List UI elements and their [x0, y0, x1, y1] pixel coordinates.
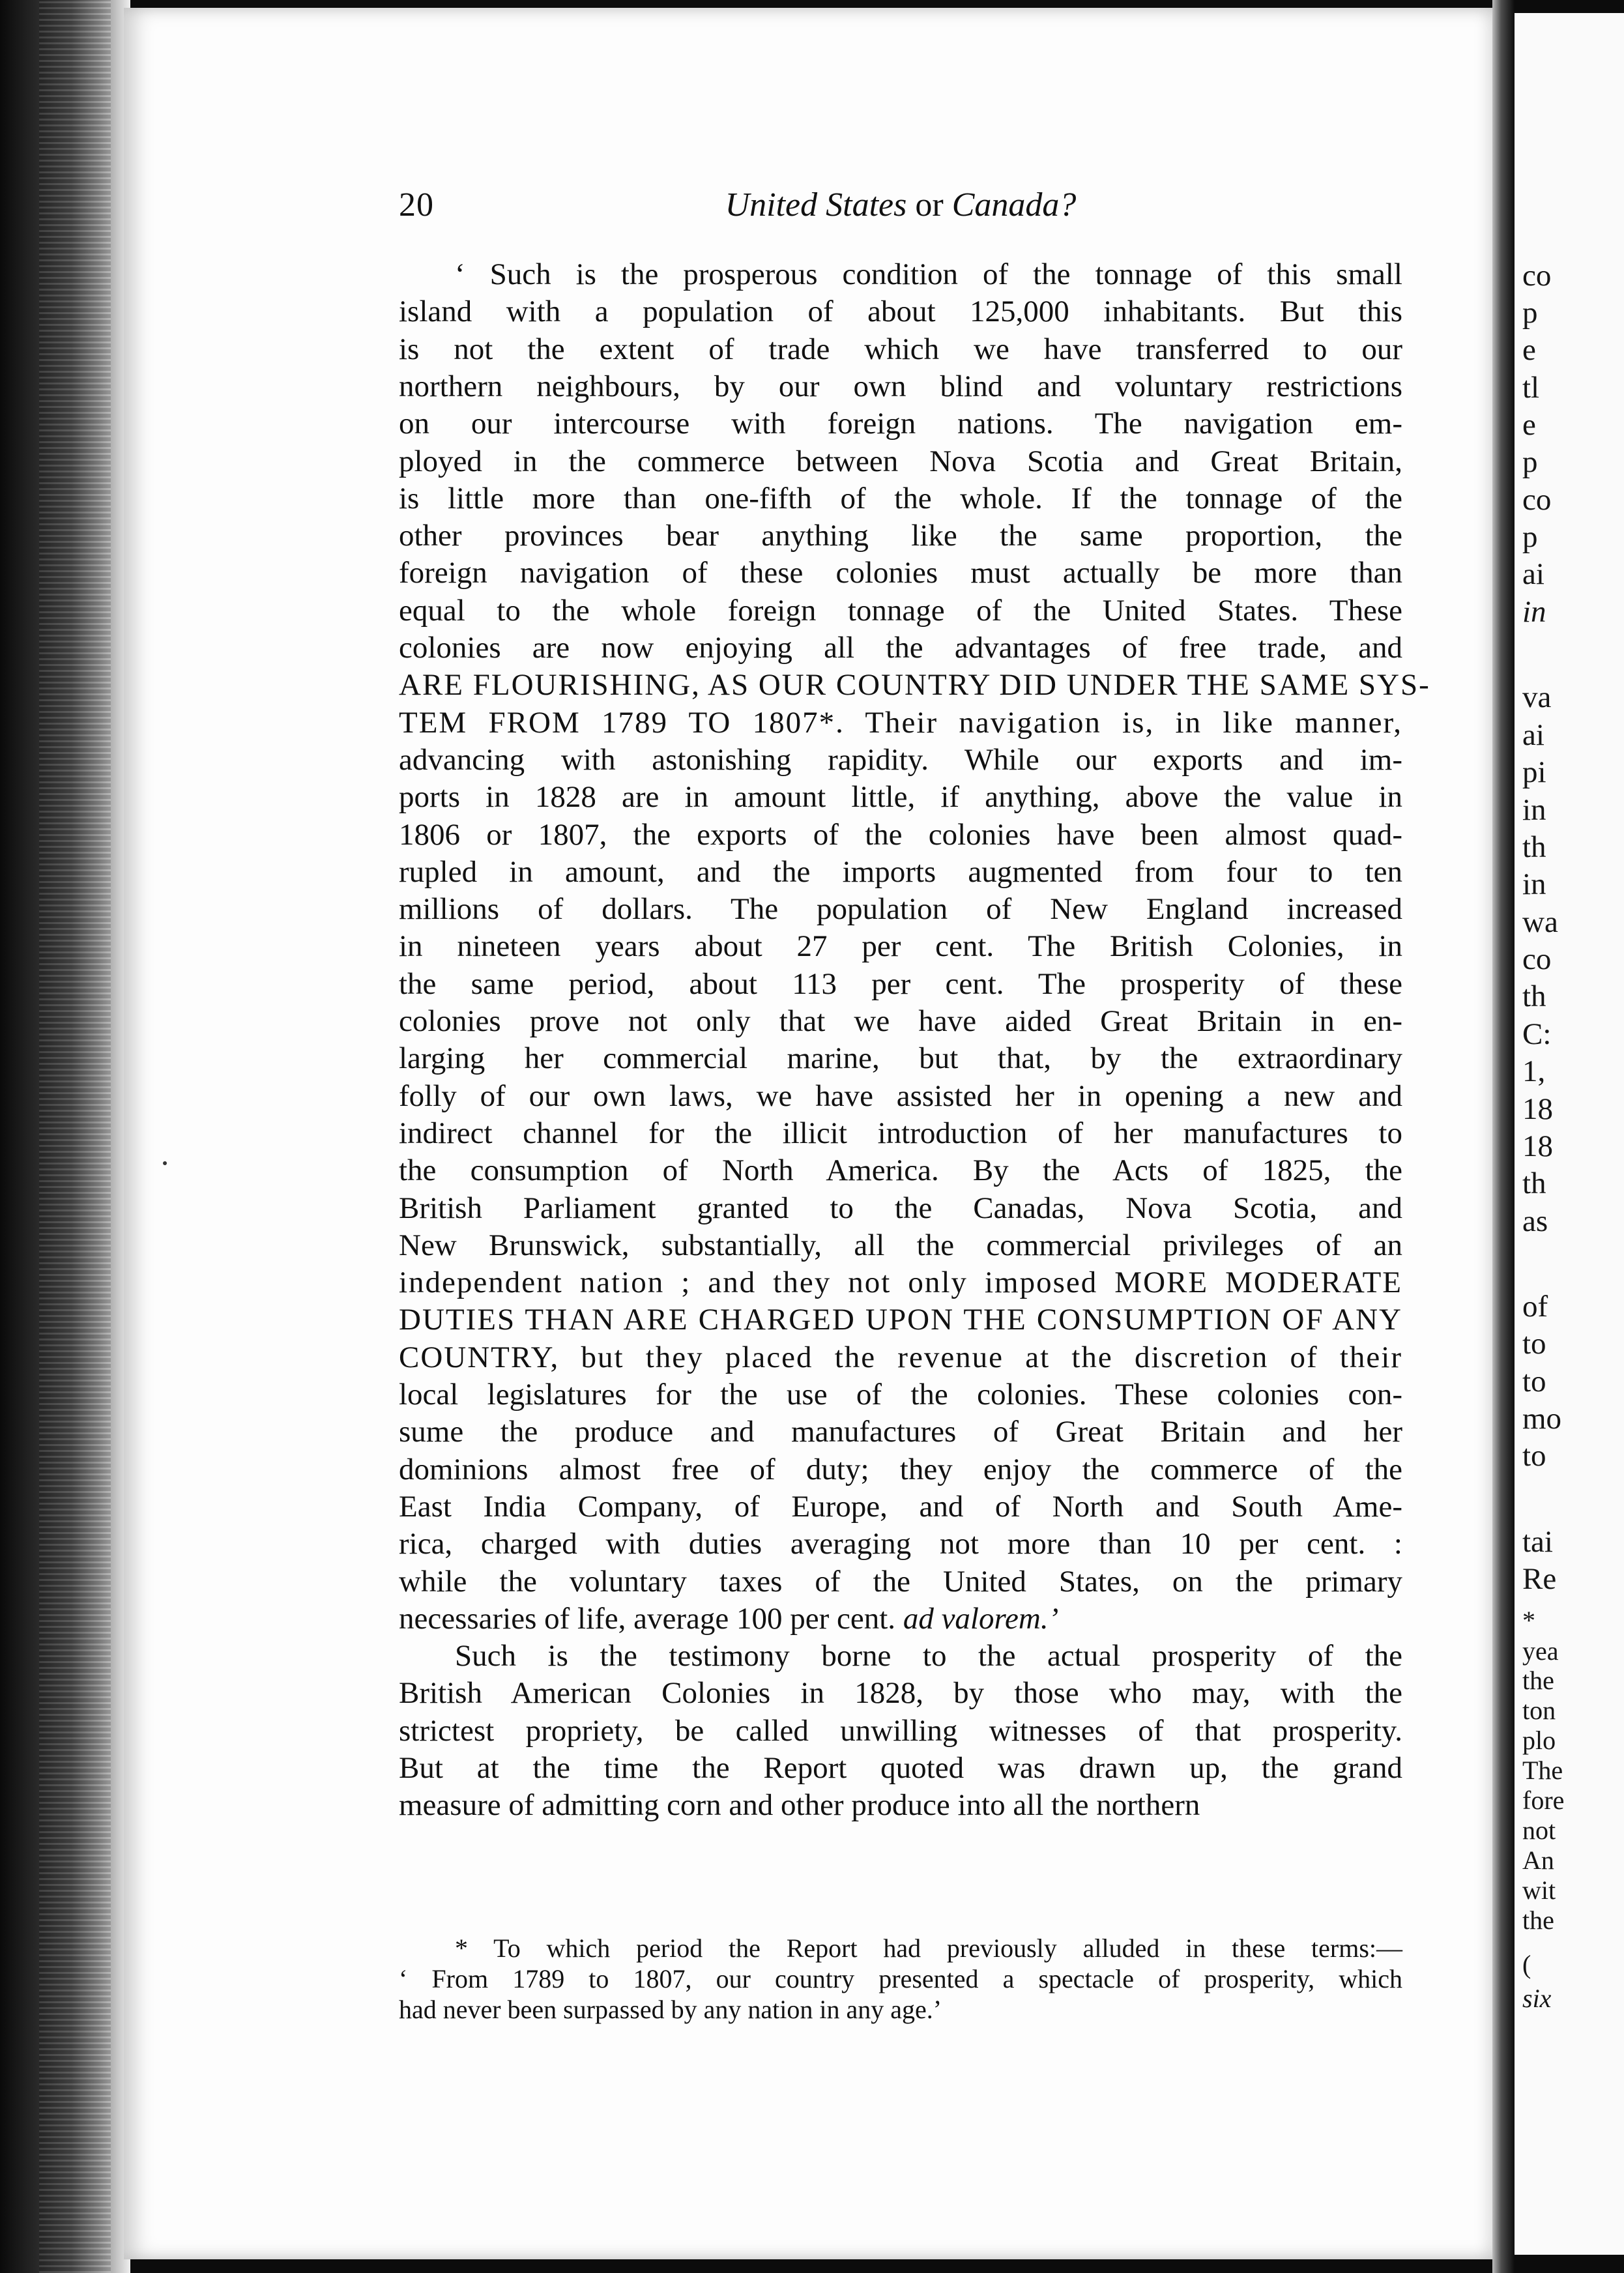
facing-page-fragment: The: [1522, 1756, 1563, 1785]
facing-page-fragment: not: [1522, 1816, 1556, 1845]
facing-page-fragment: e: [1522, 333, 1536, 367]
text-line: East India Company, of Europe, and of North and South Ame-: [399, 1489, 1402, 1524]
facing-page-fragment: ai: [1522, 718, 1544, 752]
text-line: colonies are now enjoying all the advantages of free trade, and: [399, 631, 1402, 665]
facing-page-fragment: p: [1522, 520, 1538, 554]
facing-page-fragment: as: [1522, 1204, 1548, 1238]
text-line: strictest propriety, be called unwilling witnesses of that prosperity.: [399, 1713, 1402, 1748]
facing-page-fragment: six: [1522, 1984, 1552, 2013]
text-line: COUNTRY, but they placed the revenue at the discretion of their: [399, 1340, 1402, 1374]
facing-page-edge: [1515, 13, 1624, 2255]
facing-page-fragment: of: [1522, 1290, 1548, 1324]
text-line: other provinces bear anything like the same proportion, the: [399, 519, 1402, 553]
text-line: equal to the whole foreign tonnage of the United States. These: [399, 593, 1402, 628]
text-line: British American Colonies in 1828, by those who may, with the: [399, 1676, 1402, 1711]
running-title: [399, 186, 1402, 224]
text-line: is not the extent of trade which we have transferred to our: [399, 332, 1402, 366]
text-line: while the voluntary taxes of the United States, on the primary: [399, 1564, 1402, 1599]
facing-page-fragment: ton: [1522, 1696, 1556, 1725]
running-head: [399, 186, 1402, 231]
text-line: independent nation ; and they not only imposed MORE MODERATE: [399, 1266, 1402, 1300]
facing-page-fragment: (: [1522, 1950, 1531, 1979]
facing-page-fragment: wa: [1522, 905, 1558, 939]
facing-page-fragment: th: [1522, 979, 1546, 1013]
text-line: [399, 1600, 1402, 1638]
facing-page-fragment: to: [1522, 1439, 1546, 1473]
facing-page-fragment: An: [1522, 1846, 1554, 1875]
running-title-part1: United States: [725, 186, 907, 224]
text-line: ARE FLOURISHING, AS OUR COUNTRY DID UNDER THE SAME SYS-: [399, 668, 1430, 702]
facing-page-fragment: mo: [1522, 1402, 1562, 1436]
text-line: dominions almost free of duty; they enjoy the commerce of the: [399, 1452, 1402, 1486]
facing-page-fragment: fore: [1522, 1786, 1565, 1815]
text-line: northern neighbours, by our own blind and voluntary restrictions: [399, 369, 1402, 403]
facing-page-fragment: wit: [1522, 1875, 1556, 1905]
page-number: 20: [399, 186, 434, 224]
facing-page-fragment: in: [1522, 793, 1546, 827]
footnote-line: had never been surpassed by any nation in any age.’: [399, 1995, 942, 2024]
facing-page-fragment: to: [1522, 1365, 1546, 1398]
footnote-line: * To which period the Report had previously alluded in these terms:—: [455, 1933, 1402, 1963]
text-line: ports in 1828 are in amount little, if anything, above the value in: [399, 780, 1402, 815]
running-title-part2: Canada?: [951, 186, 1077, 224]
text-line: TEM FROM 1789 TO 1807*. Their navigation is, in like manner,: [399, 705, 1402, 740]
text-line: measure of admitting corn and other produce into all the northern: [399, 1788, 1200, 1823]
text-line: the same period, about 113 per cent. The prosperity of these: [399, 966, 1402, 1001]
facing-page-fragment: plo: [1522, 1726, 1556, 1755]
facing-page-fragment: C:: [1522, 1017, 1552, 1051]
text-line: larging her commercial marine, but that, by the extraordinary: [399, 1041, 1402, 1076]
text-line: the consumption of North America. By the Acts of 1825, the: [399, 1153, 1402, 1188]
text-line: 1806 or 1807, the exports of the colonies have been almost quad-: [399, 817, 1402, 852]
text-line: advancing with astonishing rapidity. While our exports and im-: [399, 742, 1402, 777]
facing-page-fragment: co: [1522, 942, 1552, 976]
ad-valorem-italic: ad valorem.’: [903, 1601, 1059, 1636]
text-line: millions of dollars. The population of New England increased: [399, 892, 1402, 927]
page-edge-shadow: [1492, 0, 1515, 2273]
text-line: ployed in the commerce between Nova Scotia and Great Britain,: [399, 444, 1402, 478]
facing-page-fragment: yea: [1522, 1636, 1559, 1666]
text-line-content: necessaries of life, average 100 per cent.: [399, 1601, 896, 1636]
running-title-or: or: [915, 186, 944, 224]
facing-page-fragment: co: [1522, 483, 1552, 517]
text-line: colonies prove not only that we have aided Great Britain in en-: [399, 1004, 1402, 1038]
facing-page-fragment: 18: [1522, 1092, 1553, 1126]
book-spine-gutter: [0, 0, 130, 2273]
text-line: local legislatures for the use of the colonies. These colonies con-: [399, 1378, 1402, 1412]
facing-page-fragment: tl: [1522, 371, 1540, 405]
facing-page-fragment: th: [1522, 830, 1546, 864]
text-line: rica, charged with duties averaging not more than 10 per cent. :: [399, 1527, 1402, 1561]
text-line: DUTIES THAN ARE CHARGED UPON THE CONSUMPTION OF ANY: [399, 1303, 1402, 1337]
facing-page-fragment: 18: [1522, 1129, 1553, 1163]
facing-page-fragment: e: [1522, 408, 1536, 442]
facing-page-fragment: va: [1522, 680, 1552, 714]
text-line: British Parliament granted to the Canadas, Nova Scotia, and: [399, 1191, 1402, 1225]
facing-page-fragment: th: [1522, 1166, 1546, 1200]
text-line: But at the time the Report quoted was drawn up, the grand: [399, 1751, 1402, 1785]
footnote-line: ‘ From 1789 to 1807, our country presented a spectacle of prosperity, which: [399, 1964, 1402, 1993]
text-line: rupled in amount, and the imports augmented from four to ten: [399, 854, 1402, 889]
facing-page-fragment: co: [1522, 259, 1552, 293]
text-line: folly of our own laws, we have assisted her in opening a new and: [399, 1079, 1402, 1113]
text-line: on our intercourse with foreign nations. The navigation em-: [399, 407, 1402, 441]
text-line: sume the produce and manufactures of Great Britain and her: [399, 1415, 1402, 1449]
facing-page-fragment: p: [1522, 296, 1538, 330]
text-line: New Brunswick, substantially, all the commercial privileges of an: [399, 1228, 1402, 1262]
facing-page-fragment: tai: [1522, 1525, 1553, 1559]
facing-page-fragment: in: [1522, 867, 1546, 901]
facing-page-fragment: ai: [1522, 557, 1544, 591]
text-line: island with a population of about 125,000 inhabitants. But this: [399, 295, 1402, 329]
text-line: indirect channel for the illicit introduction of her manufactures to: [399, 1116, 1402, 1150]
facing-page-fragment: p: [1522, 445, 1538, 479]
facing-page-fragment: *: [1522, 1606, 1535, 1635]
facing-page-fragment: pi: [1522, 755, 1546, 789]
facing-page-fragment: 1,: [1522, 1054, 1546, 1088]
text-line: Such is the testimony borne to the actual prosperity of the: [455, 1639, 1402, 1673]
text-line: foreign navigation of these colonies must actually be more than: [399, 556, 1402, 590]
text-line: in nineteen years about 27 per cent. The British Colonies, in: [399, 929, 1402, 964]
paper-speck: [163, 1161, 167, 1165]
facing-page-fragment: Re: [1522, 1562, 1557, 1596]
text-line: ‘ Such is the prosperous condition of the tonnage of this small: [455, 257, 1402, 291]
text-line: is little more than one-fifth of the whole. If the tonnage of the: [399, 481, 1402, 515]
facing-page-fragment: the: [1522, 1905, 1554, 1935]
facing-page-fragment: in: [1522, 595, 1546, 629]
facing-page-fragment: the: [1522, 1666, 1554, 1695]
facing-page-fragment: to: [1522, 1327, 1546, 1361]
